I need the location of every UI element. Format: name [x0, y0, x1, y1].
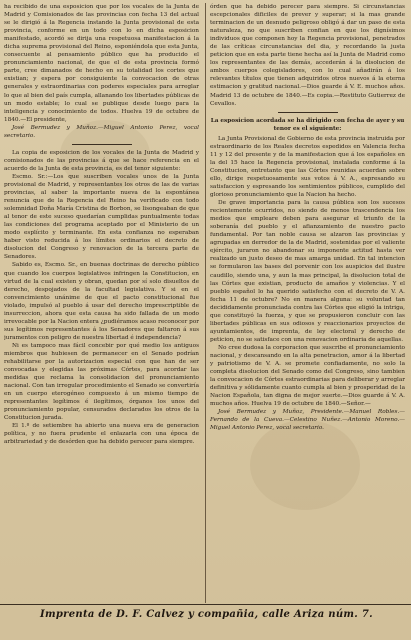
- left-signature: José Bermudez y Muñoz.—Miguel Antonio Perez, vocal secretario.: [4, 124, 199, 139]
- right-paragraph: No cree dudosa la corporacion que suscribe el pronunciamiento nacional, y descansando en la alta penetracion, amor á la libertad y patriotismo de V. A. se promete confiadamente, no solo la completa disolucion del Senado como del Congreso, sino tambien la convocacion de Córtes estraordinarias para deliberar y arreglar definitiva y sólidamente cuanto cumpla al bien y prosperidad de la Nacion Española, tan digna de mejor suerte.—Dios guarde á V. A. muchos años. Huelva 19 de octubre de 1840.—Señor.—: [210, 344, 405, 408]
- left-paragraph: Sabido es, Escmo. Sr., en buenas doctrinas de derecho público que cuando los cuerpos legislativos infringen la Constitucion, en virtud de la cual existen y obran, quedan por sí solo disueltos de derecho, despojados de la facultad legislativa. Y si en el convencimiento unánime de que el pacto constitucional fue violado, impulsó al pueblo á usar del derecho imprescriptible de insurreccion, ahora que esta causa ha sido fallada de un modo irrevocable por la Nacion entera ¿pudiéramos acaso reconocer por sus legítimos representantes á los Senadores que faltaron á sus juramentos con peligro de nuestra libertad é independencia?: [4, 262, 199, 341]
- left-paragraph: Ni es tampoco mas fácil concebir por qué medio los antiguos miembros que hubiesen de permanecer en el Senado podrían rehabilitarse por la autorizacion especial con que han de ser convocadas y elegidas las próximas Córtes, para acordar las medidas que reclama la consolidacion del pronunciamiento nacional. Con tan irregular procedimiento el Senado se convertiría en un cuerpo eterogéneo compuesto á un mismo tiempo de representantes legítimos é ilegítimos, órganos los unos del pronunciamiento popular, censurados declarados los otros de la Constitucion jurada.: [4, 342, 199, 422]
- right-column: [205, 3, 405, 603]
- left-paragraph: El 1.º de setiembre ha abierto una nueva era de generacion política, y no fuera prudente el enlazarla con una época de arbitrariedad y de desórden que ha debido perecer para siempre.: [4, 423, 199, 446]
- two-column-layout: [4, 3, 405, 603]
- right-paragraph: La Junta Provisional de Gobierno de esta provincia instruida por estraordinario de los Reales decretos espedidos en Valencia fecha 11 y 12 del presente y de la manifestacion que á los españoles en la del 15 hace la Regencia provisional, instalada conforme á la Constitucion, entretanto que las Córtes reunidas acuerdan sobre ello, dirige respetuosamente sus votos á V. A., espresando su satisfaccion y espresando los sentimientos públicos, cumplido del glorioso pronunciamiento que la Nacion ha hecho.: [210, 135, 405, 199]
- right-heading: La esposicion acordada se ha dirigido con fecha de ayer y su tenor es el siguiente:: [210, 117, 405, 132]
- section-separator: [278, 112, 338, 113]
- left-column: [4, 3, 199, 603]
- right-paragraph: órden que ha debido perecer para siempre. Si circunstancias escepcionales dificiles de prever y superar; si la mas grande terminacion de un desnudo peligroso obligó á dar un paso de esta naturaleza, no que suscriben confian en que los dignísimos individuos que componen hoy la Regencia provisional, penetrados de las críticas circunstancias del dia, y recordando la justa peticion que en esta parte tiene hecha así la Junta de Madrid como los representantes de las demás, accederán á la disolucion de ambos cuerpos colegisladores, con lo cual añadirán á los relevantes títulos que tienen adquiridos otros nuevos á la eterna estimacion y gratitud nacional.—Dios guarde á V. E. muchos años. Madrid 13 de octubre de 1840.—Es copia.—Restituto Gutierrez de Cevallos.: [210, 4, 405, 107]
- left-paragraph: ha recibido de una esposicion que por los vocales de la Junta de Madrid y Comisionados de las provincias con fecha 13 del actual se le dirigió á la Regencia instando la Junta provisional de esta provincia, conforme en un todo con lo en dicha esposicion manifestado, acordó se dirija una respetuosa manifestacion á la dicha suprema provisional del Reino, esponiéndola que esta Junta, consecuente al pensamiento público que ha producido el pronunciamiento nacional, de que el de esta provincia formó parte, cree dimanados de hecho en su totalidad los cortes que existian; y espera por consiguiente la convocacion de otras generales y estraordinarias con poderes especiales para arreglar lo que al bien del país cumpla, allanando los libertades públicas de un modo estable; lo cual se publique desde luego para la inteligencia y conocimiento de todos. Huelva 19 de octubre de 1840.—El presidente,: [4, 4, 199, 123]
- imprint-footer: [0, 604, 411, 624]
- section-separator: [72, 144, 132, 145]
- left-heading: La copia de esposicion de los vocales de la Junta de Madrid y comisionados de las provincias á que se hace referencia en el acuerdo de la Junta de esta provincia, es del tenor siguiente:: [4, 149, 199, 172]
- right-paragraph: De grave importancia para la causa pública son los sucesos recientemente ocurridos, no siendo de menos trascendencia los medios que empleare deben para asegurar el triunfo de la soberanía del pueblo y el afianzamiento de nuestro pacto fundamental. Por tan noble causa se alzaron las provincias y agrupadas en derredor de la de Madrid, sostenidas por el valiente ejército, juraron no abandonar su imponente actitud hasta ver realizado un justo deseo de mas amarga unidad. En tal intencion se formularon las bases del porvenir con los auspicios del ilustre caudillo, siendo una, y aun la mas principal, la disolucion total de las Córtes que existian, producto de amaños y violencias. Y el pueblo español lo ha querido satisfecho con el decreto de V. A. fecha 11 de octubre? No en manera alguna: su voluntad tan decididamente pronunciada contra las Córtes que eligió la intriga, que constituyó la fuerza, y que se propusieron concluir con las libertades públicas en sus odiosos y reaccionarios proyectos de ayuntamientos, de imprenta, de ley electoral y derecho de peticion, no se satisface con una renovacion ordinaria de aquellas.: [210, 200, 405, 343]
- left-paragraph: Escmo. Sr.:—Los que suscriben vocales unos de la Junta provisional de Madrid, y representantes los otros de las de varias provincias, al saber la importante nueva de la espontánea renuncia que de la Regencia del Reino ha verificado con todo solemnidad Doña María Cristina de Borbon, se lisongeaban de que al tenor de este suceso quedarían cumplidas puntualmente todas las condiciones del programa aceptado por el Ministerio de un modo esplícito y terminante. En esta confianza no esperaban haber visto reducida á los límites ordinarios el decreto de disolucion del Congreso y renovacion de la tercera parte de Senadores.: [4, 173, 199, 261]
- right-signature: José Bermudez y Muñoz, Presidente.—Manuel Robles.—Fernando de la Cueva.—Celestino Nuñez.—Antonio Moreno.—Miguel Antonio Perez, vocal secretario.: [210, 409, 405, 432]
- imprint-text: Imprenta de D. F. Calvez y compañia, calle Ariza núm. 7.: [40, 609, 373, 620]
